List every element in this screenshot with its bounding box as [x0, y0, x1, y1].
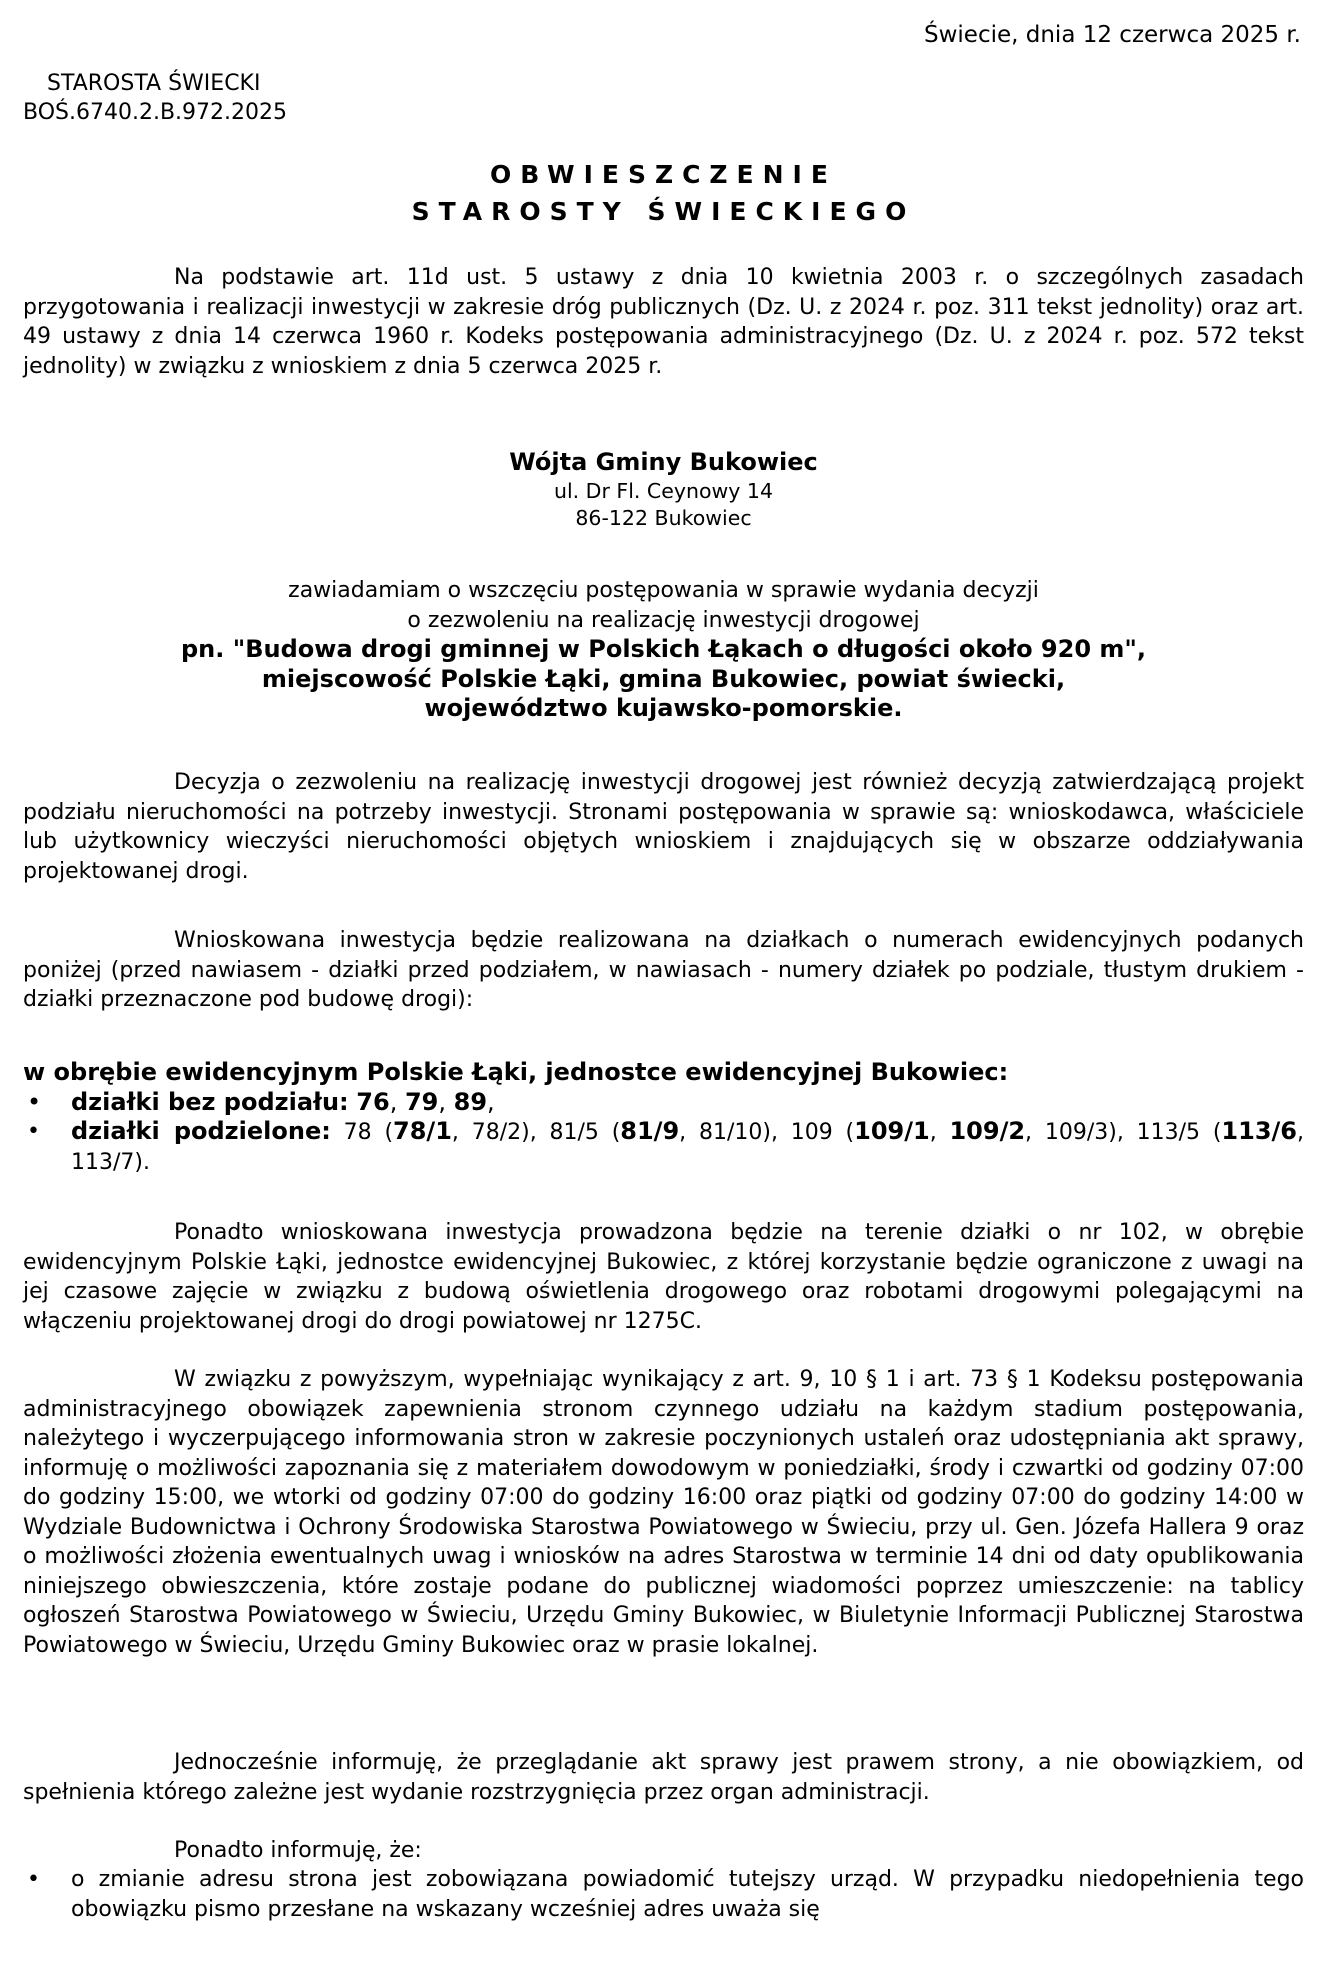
additional-parcel-paragraph: Ponadto wnioskowana inwestycja prowadzona będzie na terenie działki o nr 102, w obrębie ewidencyjnym Polskie Łąki, jednostce ewidencyjnej Bukowiec, z której korzystanie będzie ograniczone z uwagi na jej czasowe zajęcie w związku z budową oświetlenia drogowego oraz robotami drogowymi polegającymi na włączeniu projektowanej drogi do drogi powiatowej nr 1275C.	[23, 1220, 1304, 1334]
road-parcel-number: 81/9	[620, 1117, 680, 1145]
applicant-block	[23, 448, 1304, 532]
parcel-number: 89	[453, 1087, 488, 1116]
divided-parcel-numbers: 78 (78/1, 78/2), 81/5 (81/9, 81/10), 109 (109/1, 109/2, 109/3), 113/5 (113/6, 113/7).	[71, 1117, 1304, 1175]
parcel-after-division: 81/10	[698, 1120, 763, 1145]
parcel-after-division: 113/7	[71, 1149, 135, 1175]
parcel-before-division: 113/5	[1136, 1120, 1201, 1145]
parcels-section	[23, 1058, 1304, 1177]
divided-label: działki podzielone:	[71, 1117, 331, 1145]
place-date: Świecie, dnia 12 czerwca 2025 r.	[924, 22, 1301, 48]
road-parcel-number: 109/1	[854, 1117, 930, 1145]
right-of-party-paragraph: Jednocześnie informuję, że przeglądanie akt sprawy jest prawem strony, a nie obowiązkiem, od spełnienia którego zależne jest wydanie rozstrzygnięcia przez organ administracji.	[23, 1750, 1304, 1805]
notice-line-2: o zezwoleniu na realizację inwestycji drogowej	[407, 607, 920, 633]
undivided-label: działki bez podziału:	[71, 1087, 349, 1116]
reference-number: BOŚ.6740.2.B.972.2025	[23, 100, 288, 125]
parcel-before-division: 81/5	[549, 1120, 599, 1145]
notice-block	[23, 576, 1304, 724]
document-title-issuer: STAROSTY ŚWIECKIEGO	[411, 197, 916, 226]
divided-parcels-item	[23, 1117, 1304, 1177]
undivided-parcel-numbers: 76, 79, 89,	[356, 1087, 495, 1116]
road-parcel-number: 113/6	[1221, 1117, 1297, 1145]
road-parcel-number: 109/2	[949, 1117, 1026, 1145]
issuer-name: STAROSTA ŚWIECKI	[47, 71, 261, 96]
document-title: OBWIESZCZENIE	[490, 160, 837, 189]
parcel-before-division: 109	[790, 1120, 833, 1145]
parcels-paragraph: Wnioskowana inwestycja będzie realizowana na działkach o numerach ewidencyjnych podanych poniżej (przed nawiasem - działki przed podziałem, w nawiasach - numery działek po podziale, tłustym drukiem - działki przeznaczone pod budowę drogi):	[23, 928, 1304, 1012]
parcel-number: 79	[404, 1087, 439, 1116]
parcel-after-division: 78/2	[471, 1120, 522, 1145]
applicant-postal: 86-122 Bukowiec	[575, 505, 752, 530]
parcels-list	[23, 1088, 1304, 1178]
applicant-street: ul. Dr Fl. Ceynowy 14	[553, 478, 774, 503]
road-parcel-number: 78/1	[393, 1117, 452, 1145]
decision-paragraph: Decyzja o zezwoleniu na realizację inwestycji drogowej jest również decyzją zatwierdzającą projekt podziału nieruchomości na potrzeby inwestycji. Stronami postępowania w sprawie są: wnioskodawca, właściciele lub użytkownicy wieczyści nieruchomości objętych wnioskiem i znajdujących się w obszarze oddziaływania projektowanej drogi.	[23, 770, 1304, 884]
information-paragraph: W związku z powyższym, wypełniając wynikający z art. 9, 10 § 1 i art. 73 § 1 Kodeksu postępowania administracyjnego obowiązek zapewnienia stronom czynnego udziału na każdym stadium postępowania, należytego i wyczerpującego informowania stron w zakresie poczynionych ustaleń oraz udostępniania akt sprawy, informuję o możliwości zapoznania się z materiałem dowodowym w poniedziałki, środy i czwartki od godziny 07:00 do godziny 15:00, we wtorki od godziny 07:00 do godziny 16:00 oraz piątki od godziny 07:00 do godziny 14:00 w Wydziale Budownictwa i Ochrony Środowiska Starostwa Powiatowego w Świeciu, przy ul. Gen. Józefa Hallera 9 oraz o możliwości złożenia ewentualnych uwag i wniosków na adres Starostwa w terminie 14 dni od daty opublikowania niniejszego obwieszczenia, które zostaje podane do publicznej wiadomości poprzez umieszczenie: na tablicy ogłoszeń Starostwa Powiatowego w Świeciu, Urzędu Gminy Bukowiec, w Biuletynie Informacji Publicznej Starostwa Powiatowego w Świeciu, Urzędu Gminy Bukowiec oraz w prasie lokalnej.	[23, 1367, 1304, 1658]
parcel-after-division: 109/3	[1044, 1120, 1109, 1145]
intro-paragraph: Na podstawie art. 11d ust. 5 ustawy z dnia 10 kwietnia 2003 r. o szczególnych zasadach przygotowania i realizacji inwestycji w zakresie dróg publicznych (Dz. U. z 2024 r. poz. 311 tekst jednolity) oraz art. 49 ustawy z dnia 14 czerwca 1960 r. Kodeks postępowania administracyjnego (Dz. U. z 2024 r. poz. 572 tekst jednolity) w związku z wnioskiem z dnia 5 czerwca 2025 r.	[23, 265, 1304, 379]
notice-line-1: zawiadamiam o wszczęciu postępowania w sprawie wydania decyzji	[288, 578, 1039, 603]
parcel-number: 76	[356, 1087, 390, 1116]
address-change-item: • o zmianie adresu strona jest zobowiązana powiadomić tutejszy urząd. W przypadku niedopełnienia tego obowiązku pismo przesłane na wskazany wcześniej adres uważa się	[23, 1865, 1304, 1924]
moreover-line: Ponadto informuję, że:	[174, 1838, 422, 1863]
parcel-before-division: 78	[343, 1120, 372, 1145]
parcels-heading: w obrębie ewidencyjnym Polskie Łąki, jednostce ewidencyjnej Bukowiec:	[23, 1058, 1009, 1086]
final-list	[23, 1865, 1304, 1924]
undivided-parcels-item	[23, 1088, 1304, 1118]
project-name-line-2: miejscowość Polskie Łąki, gmina Bukowiec, powiat świecki,	[261, 664, 1066, 693]
project-name-line-3: województwo kujawsko-pomorskie.	[424, 694, 903, 722]
project-name-line-1: pn. "Budowa drogi gminnej w Polskich Łąkach o długości około 920 m",	[180, 635, 1147, 663]
applicant-name: Wójta Gminy Bukowiec	[509, 448, 818, 476]
